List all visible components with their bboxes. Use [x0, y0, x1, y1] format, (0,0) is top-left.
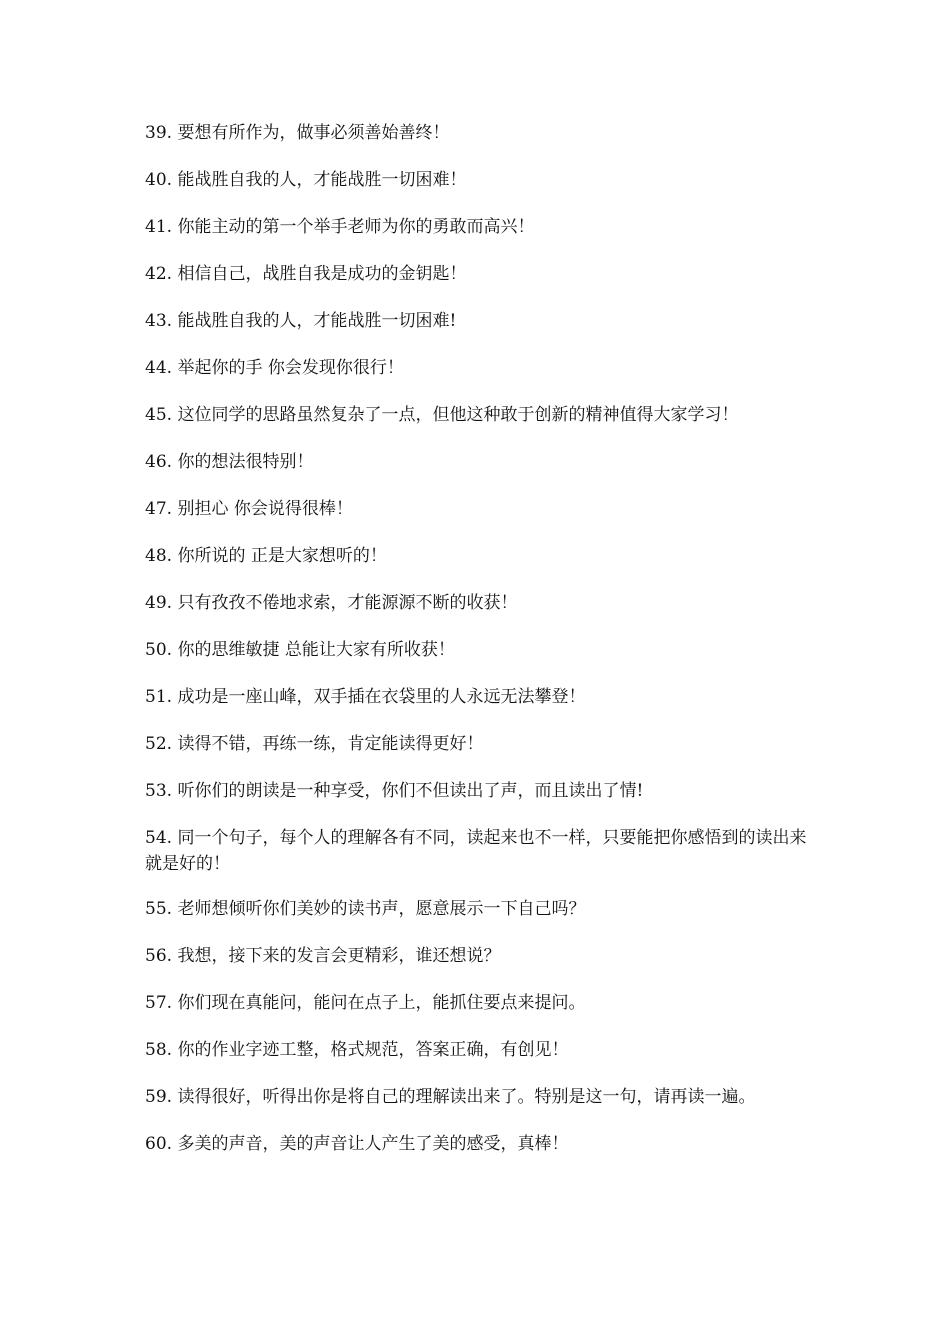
list-item: 41. 你能主动的第一个举手老师为你的勇敢而高兴！: [145, 217, 535, 237]
list-item: 42. 相信自己，战胜自我是成功的金钥匙！: [145, 264, 467, 284]
list-item: 46. 你的想法很特别！: [145, 452, 314, 472]
list-item: 39. 要想有所作为，做事必须善始善终！: [145, 123, 450, 143]
list-item: 57. 你们现在真能问，能问在点子上，能抓住要点来提问。: [145, 993, 586, 1013]
list-item: 40. 能战胜自我的人，才能战胜一切困难！: [145, 170, 467, 190]
list-item: 43. 能战胜自我的人，才能战胜一切困难!: [145, 311, 457, 331]
list-item: 53. 听你们的朗读是一种享受，你们不但读出了声，而且读出了情!: [145, 781, 644, 801]
praise-list: [145, 120, 815, 1178]
list-item: 59. 读得很好，听得出你是将自己的理解读出来了。特别是这一句，请再读一遍。: [145, 1087, 756, 1107]
list-item: 55. 老师想倾听你们美妙的读书声，愿意展示一下自己吗？: [145, 899, 586, 919]
list-item: 52. 读得不错，再练一练，肯定能读得更好！: [145, 734, 484, 754]
list-item: 44. 举起你的手 你会发现你很行！: [145, 358, 404, 378]
list-item: 47. 别担心 你会说得很棒！: [145, 499, 353, 519]
list-item: 50. 你的思维敏捷 总能让大家有所收获！: [145, 640, 455, 660]
list-item: 51. 成功是一座山峰，双手插在衣袋里的人永远无法攀登！: [145, 687, 586, 707]
list-item: 45. 这位同学的思路虽然复杂了一点，但他这种敢于创新的精神值得大家学习！: [145, 405, 739, 425]
list-item: 60. 多美的声音，美的声音让人产生了美的感受，真棒！: [145, 1134, 569, 1154]
list-item: 54. 同一个句子，每个人的理解各有不同，读起来也不一样，只要能把你感悟到的读出来就是好的！: [145, 828, 807, 874]
list-item: 48. 你所说的 正是大家想听的！: [145, 546, 387, 566]
list-item: 56. 我想，接下来的发言会更精彩，谁还想说？: [145, 946, 501, 966]
list-item: 58. 你的作业字迹工整，格式规范，答案正确，有创见！: [145, 1040, 569, 1060]
list-item: 49. 只有孜孜不倦地求索，才能源源不断的收获！: [145, 593, 518, 613]
